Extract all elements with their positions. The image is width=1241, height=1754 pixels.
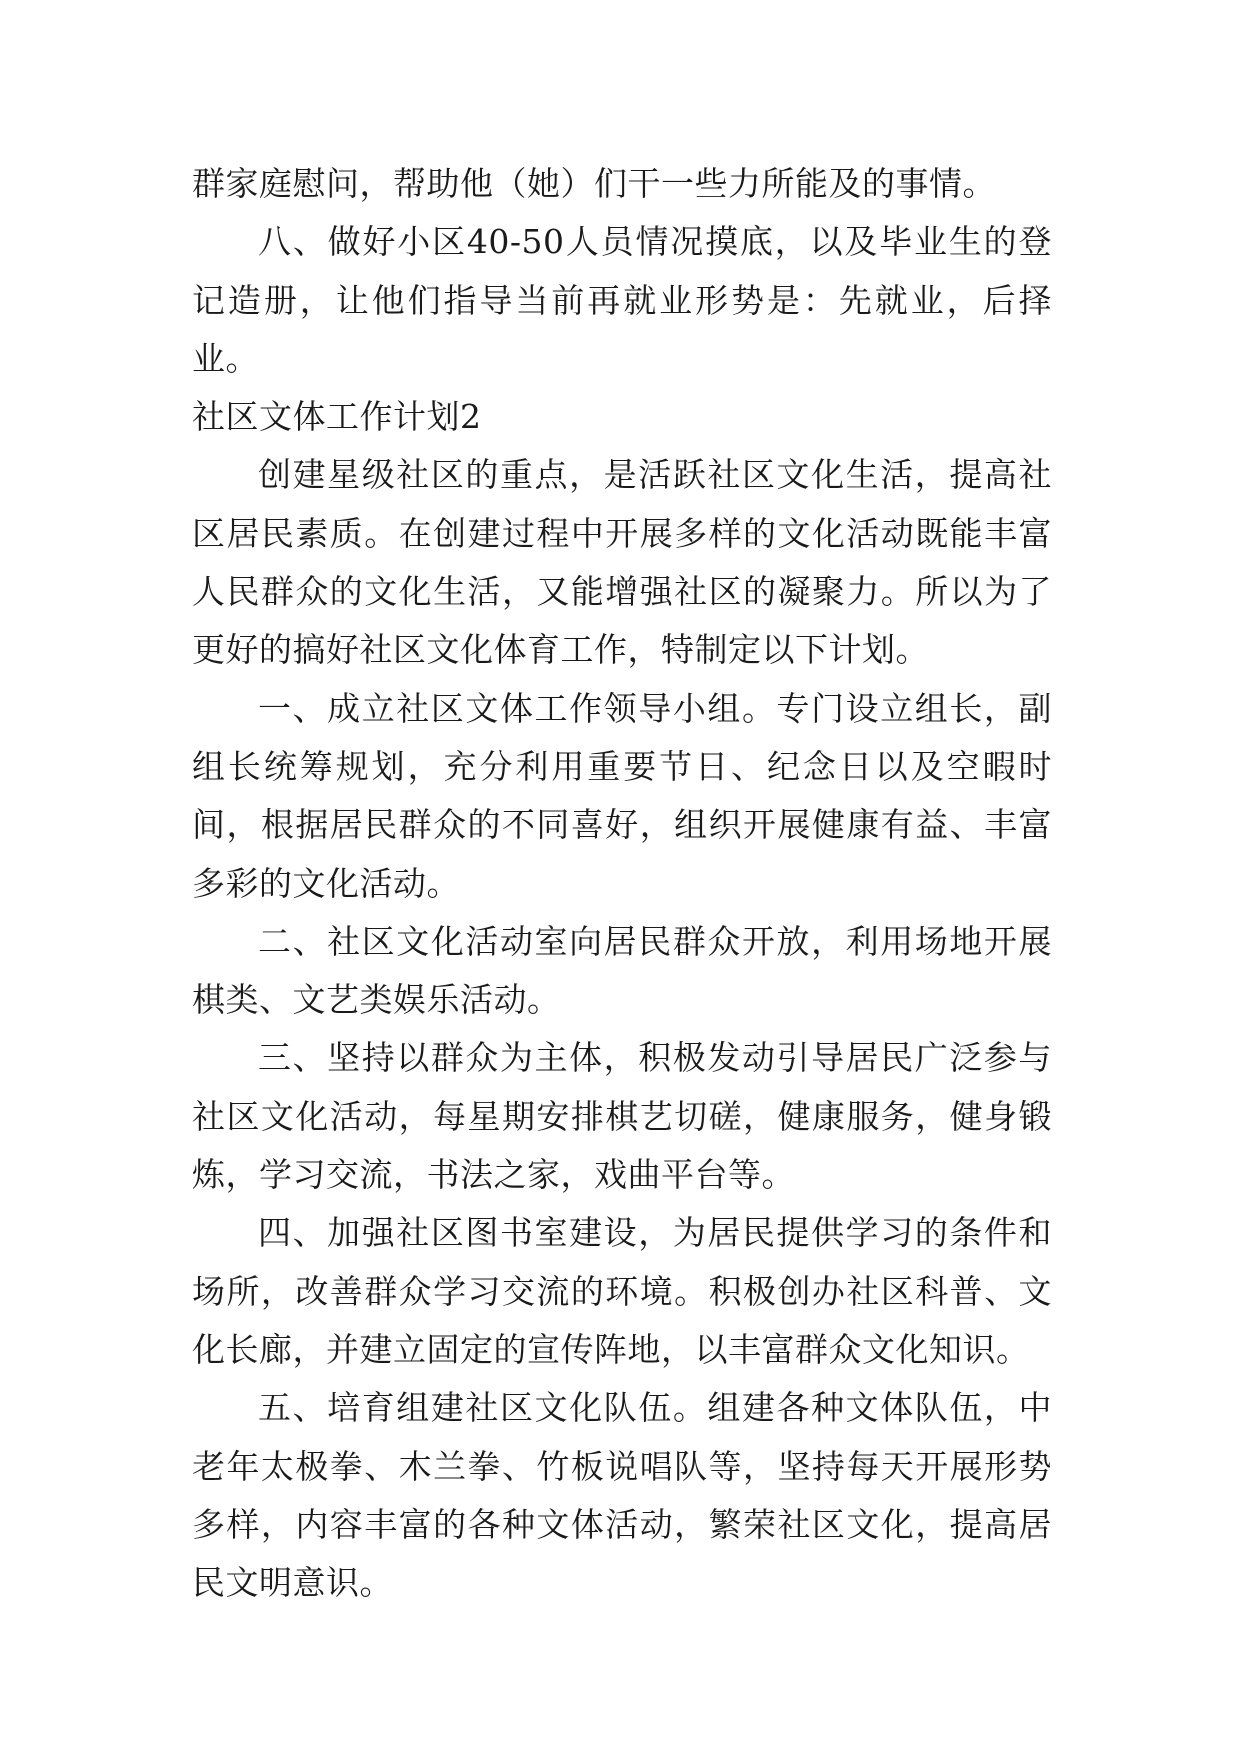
document-page <box>192 155 1052 1612</box>
paragraph-item-4: 四、加强社区图书室建设，为居民提供学习的条件和场所，改善群众学习交流的环境。积极创办社区科普、文化长廊，并建立固定的宣传阵地，以丰富群众文化知识。 <box>192 1213 1052 1369</box>
paragraph-item-8: 八、做好小区40-50人员情况摸底，以及毕业生的登记造册，让他们指导当前再就业形势是：先就业，后择业。 <box>192 222 1052 378</box>
paragraph-item-5: 五、培育组建社区文化队伍。组建各种文体队伍，中老年太极拳、木兰拳、竹板说唱队等，坚持每天开展形势多样，内容丰富的各种文体活动，繁荣社区文化，提高居民文明意识。 <box>192 1388 1052 1603</box>
paragraph-continuation: 群家庭慰问，帮助他（她）们干一些力所能及的事情。 <box>192 164 996 203</box>
paragraph-item-1: 一、成立社区文体工作领导小组。专门设立组长，副组长统筹规划，充分利用重要节日、纪念日以及空暇时间，根据居民群众的不同喜好，组织开展健康有益、丰富多彩的文化活动。 <box>192 688 1052 903</box>
paragraph-intro: 创建星级社区的重点，是活跃社区文化生活，提高社区居民素质。在创建过程中开展多样的文化活动既能丰富人民群众的文化生活，又能增强社区的凝聚力。所以为了更好的搞好社区文化体育工作，特制定以下计划。 <box>192 455 1052 670</box>
paragraph-item-2: 二、社区文化活动室向居民群众开放，利用场地开展棋类、文艺类娱乐活动。 <box>192 921 1052 1020</box>
section-heading: 社区文体工作计划2 <box>192 397 482 437</box>
paragraph-item-3: 三、坚持以群众为主体，积极发动引导居民广泛参与社区文化活动，每星期安排棋艺切磋，健康服务，健身锻炼，学习交流，书法之家，戏曲平台等。 <box>192 1038 1052 1195</box>
